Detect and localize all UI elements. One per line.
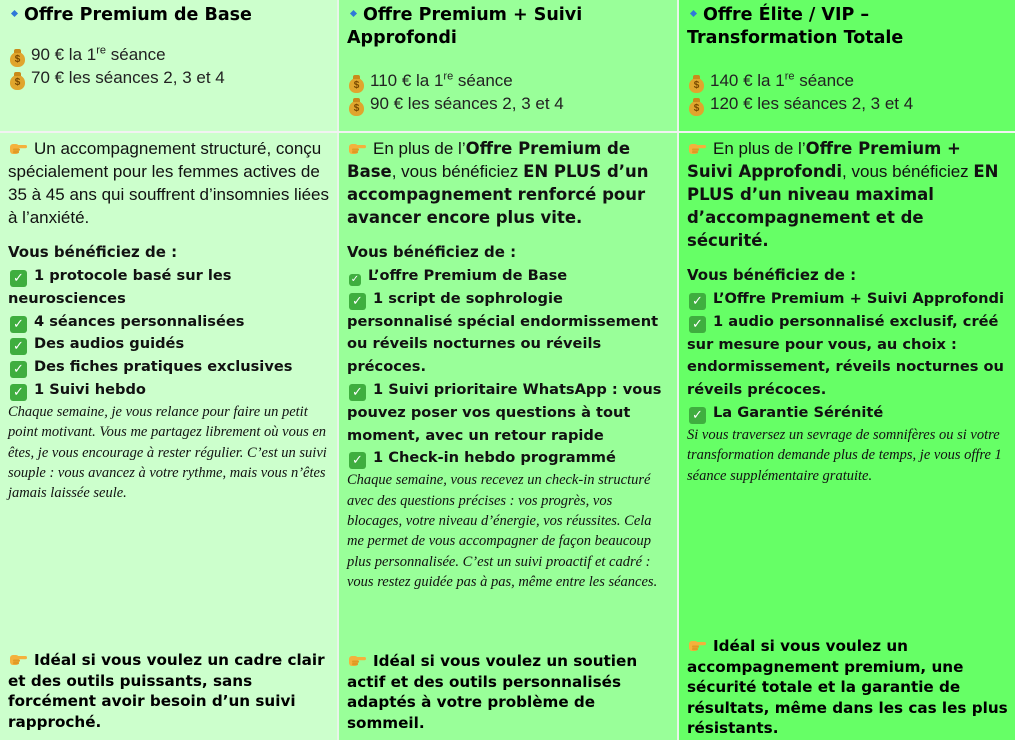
benefit-text: 1 Check-in hebdo programmé — [373, 449, 616, 467]
price-sup: re — [96, 44, 107, 57]
intro-text-bold: Offre Premium + Suivi Approfondi — [687, 139, 961, 181]
benefit-item — [8, 311, 329, 334]
benefit-text: 4 séances personnalisées — [34, 312, 245, 330]
money-bag-icon: $ — [10, 52, 25, 67]
pointing-hand-icon — [687, 141, 707, 155]
check-mark-icon: ✓ — [350, 274, 360, 285]
price-line — [687, 93, 1007, 116]
offer-plus-body — [339, 133, 677, 740]
blue-diamond-icon — [690, 10, 697, 17]
offer-title — [687, 4, 1007, 50]
pointing-hand-icon — [687, 638, 707, 652]
benefit-note: Chaque semaine, vous recevez un check-in structuré avec des questions précises : vos progrès, vos blocages, votre niveau d’énergie, vos réussites. Cela me permet de vous accompagner de façon beaucoup plus personnalisée. C’est un suivi proactif et cadré : vous restez guidée pas à pas, même entre les séances. — [347, 472, 658, 591]
offer-plus-header — [339, 0, 677, 131]
intro-text: En plus de l’ — [713, 139, 806, 158]
benefit-text: 1 audio personnalisé exclusif, créé sur mesure pour vous, au choix : endormissement, réveils nocturnes ou réveils précoces. — [687, 312, 1004, 399]
ideal-text: Idéal si vous voulez un cadre clair et des outils puissants, sans forcément avoir besoin d’un suivi rapproché. — [8, 651, 325, 731]
benefit-item — [8, 265, 329, 311]
price-rest: séance — [453, 71, 513, 90]
benefit-text: 1 Suivi hebdo — [34, 380, 146, 398]
benefits-lead: Vous bénéficiez de : — [347, 243, 517, 261]
ideal-statement — [347, 651, 671, 733]
check-mark-icon: ✓ — [349, 384, 366, 401]
benefits-lead: Vous bénéficiez de : — [687, 266, 857, 284]
intro-text: En plus de l’ — [373, 139, 466, 158]
price-rest: séance — [106, 45, 166, 64]
ideal-text: Idéal si vous voulez un accompagnement premium, une sécurité totale et la garantie de résultats, même dans les cas les plus résistants. — [687, 637, 1008, 738]
offer-title-text: Offre Élite / VIP – Transformation Totale — [687, 5, 904, 48]
check-mark-icon: ✓ — [10, 384, 27, 401]
ideal-text: Idéal si vous voulez un soutien actif et des outils personnalisés adaptés à votre problème de sommeil. — [347, 652, 638, 732]
blue-diamond-icon — [350, 10, 357, 17]
benefit-item — [8, 333, 329, 356]
offer-title-text: Offre Premium de Base — [24, 5, 252, 25]
offer-title-text: Offre Premium + Suivi Approfondi — [347, 5, 583, 48]
price-line — [347, 70, 669, 93]
offer-base-header — [0, 0, 337, 131]
benefit-text: 1 protocole basé sur les neurosciences — [8, 267, 232, 307]
benefit-item — [8, 356, 329, 379]
benefit-item — [347, 447, 669, 470]
benefit-text: 1 Suivi prioritaire WhatsApp : vous pouvez poser vos questions à tout moment, avec un retour rapide — [347, 380, 662, 444]
money-bag-icon: $ — [10, 75, 25, 90]
check-mark-icon: ✓ — [10, 361, 27, 378]
price-sup: re — [443, 70, 454, 83]
price-line — [347, 93, 669, 116]
pointing-hand-icon — [347, 653, 367, 667]
benefit-text: Des audios guidés — [34, 335, 185, 353]
money-bag-icon: $ — [689, 78, 704, 93]
blue-diamond-icon — [11, 10, 18, 17]
offer-title — [347, 4, 669, 50]
check-mark-icon: ✓ — [349, 293, 366, 310]
benefit-note: Chaque semaine, je vous relance pour faire un petit point motivant. Vous me partagez librement où vous en êtes, je vous encourage à rester régulier. C’est un suivi souple : vous avancez à votre rythme, mais vous n’êtes jamais laissée seule. — [8, 403, 327, 502]
benefit-text: L’Offre Premium + Suivi Approfondi — [713, 290, 1004, 307]
money-bag-icon: $ — [349, 78, 364, 93]
intro-text-bold: EN PLUS d’un niveau maximal d’accompagnement et de sécurité. — [687, 162, 999, 250]
price-line — [687, 70, 1007, 93]
check-mark-icon: ✓ — [689, 316, 706, 333]
check-mark-icon: ✓ — [10, 338, 27, 355]
ideal-statement — [687, 636, 1009, 739]
pointing-hand-icon — [8, 652, 28, 666]
money-bag-icon: $ — [689, 101, 704, 116]
check-mark-icon: ✓ — [689, 293, 706, 310]
pointing-hand-icon — [347, 141, 367, 155]
benefit-item — [687, 402, 1007, 425]
benefit-text: La Garantie Sérénité — [713, 403, 884, 421]
price-amount: 90 € la 1 — [31, 45, 97, 64]
price-sup: re — [784, 70, 795, 83]
price-amount: 120 € les séances 2, 3 et 4 — [710, 94, 914, 113]
price-amount: 70 € les séances 2, 3 et 4 — [31, 68, 225, 87]
benefit-text: 1 script de sophrologie personnalisé spécial endormissement ou réveils nocturnes ou réveils précoces. — [347, 289, 659, 376]
price-line — [8, 67, 329, 90]
money-bag-icon: $ — [349, 101, 364, 116]
offer-title — [8, 4, 329, 27]
price-amount: 140 € la 1 — [710, 71, 785, 90]
price-line — [8, 44, 329, 67]
offer-intro — [347, 137, 669, 229]
price-amount: 90 € les séances 2, 3 et 4 — [370, 94, 564, 113]
offer-vip-body — [679, 133, 1015, 740]
benefit-item — [347, 288, 669, 379]
intro-text: , vous bénéficiez — [842, 162, 974, 181]
price-rest: séance — [794, 71, 855, 90]
ideal-statement — [8, 650, 331, 732]
benefit-text: L’offre Premium de Base — [368, 267, 568, 284]
benefit-item — [687, 288, 1007, 311]
benefit-item — [687, 311, 1007, 402]
intro-text: Un accompagnement structuré, conçu spécialement pour les femmes actives de 35 à 45 ans qui souffrent d’insomnies liées à l’anxiété. — [8, 139, 329, 227]
check-mark-icon: ✓ — [689, 407, 706, 424]
benefit-text: Des fiches pratiques exclusives — [34, 358, 293, 376]
check-mark-icon: ✓ — [10, 270, 27, 287]
intro-text-bold: Offre Premium de Base — [347, 139, 631, 181]
offer-vip-header — [679, 0, 1015, 131]
benefit-item — [347, 265, 669, 288]
benefits-lead: Vous bénéficiez de : — [8, 243, 178, 261]
check-mark-icon: ✓ — [349, 452, 366, 469]
benefit-note: Si vous traversez un sevrage de somnifères ou si votre transformation demande plus de temps, je vous offre 1 séance supplémentaire gratuite. — [687, 426, 1002, 484]
intro-text-bold: EN PLUS d’un accompagnement renforcé pour avancer encore plus vite. — [347, 162, 649, 227]
price-amount: 110 € la 1 — [370, 71, 444, 90]
check-mark-icon: ✓ — [10, 316, 27, 333]
intro-text: , vous bénéficiez — [391, 162, 524, 181]
offer-intro — [8, 137, 329, 229]
benefit-item — [347, 379, 669, 447]
offer-base-body — [0, 133, 337, 740]
benefit-item — [8, 379, 329, 402]
offer-intro — [687, 137, 1007, 252]
pointing-hand-icon — [8, 141, 28, 155]
